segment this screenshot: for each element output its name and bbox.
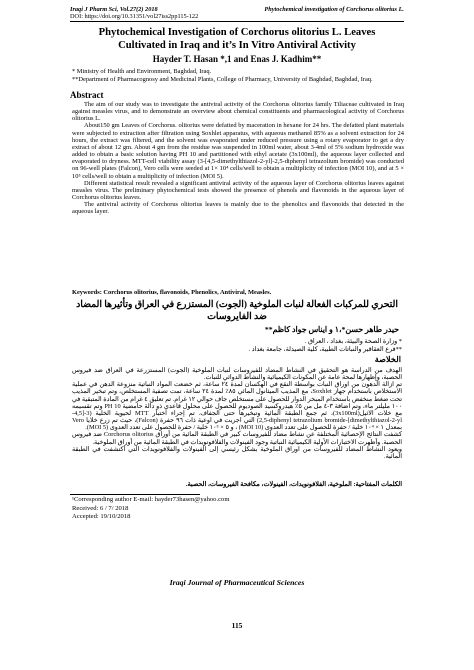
abstract-paragraph: Different statistical result revealed a significant antiviral activity of the aqueous layer of Corchorus olitorius leaves against measles virus. The preliminary phytochemical tests showed the presence of phenols and flavonoids in the aqueous layer of Corchorus olitorius leaves. — [72, 179, 404, 202]
footnotes — [72, 496, 229, 522]
accepted-date: Accepted: 19/10/2018 — [72, 513, 131, 521]
header-rule — [70, 21, 404, 22]
title-line-1: Phytochemical Investigation of Corchorus olitorius L. Leaves — [98, 27, 376, 38]
doi-line — [0, 13, 474, 20]
affiliation-1: * Ministry of Health and Environment, Baghdad, Iraq. — [72, 68, 212, 75]
abstract-paragraph: The antiviral activity of Corchorus olitorius leaves is mainly due to the phenolics and flavonoids that detected in the aqueous layer. — [72, 201, 404, 216]
running-header — [70, 6, 404, 13]
authors: Hayder T. Hasan *,1 and Enas J. Kadhim** — [152, 54, 322, 64]
arabic-affiliation-1: * وزارة الصحة والبيئة، بغداد ، العراق . — [304, 338, 402, 345]
arabic-paragraph: كشفت النتائج الإحصائية المختلفة عن نشاط مضاد للفيروسات كبير في الطبقة المائية من أوراق Corchorus olitorius ضد فيروس الحصبة. وأظهرت الاختبارات الأولية الكيميائية النباتية وجود الفينولات والفلافونويدات في الطبقة المائية من أوراق الملوخية. — [72, 431, 402, 446]
paper-title — [70, 27, 404, 52]
received-date: Received: 6 / 7/ 2018 — [72, 504, 129, 512]
affiliation-2: **Department of Pharmacognosy and Medicinal Plants, College of Pharmacy, University of Baghdad, Baghdad, Iraq. — [72, 76, 373, 83]
arabic-abstract-heading: الخلاصة — [374, 355, 401, 364]
page-number: 115 — [231, 621, 243, 630]
title-line-2: Cultivated in Iraq and it’s In Vitro Antiviral Activity — [118, 39, 356, 51]
journal-footer: Iraqi Journal of Pharmaceutical Sciences — [169, 578, 305, 587]
abstract-paragraph: The aim of our study was to investigate the antiviral activity of the Corchorus olitorius family Tiliaceae cultivated in Iraq against measles virus, and to demonstrate an overview about chemical constituents and pharmacological activity of Corchorus olitorius L. — [72, 101, 404, 123]
arabic-paragraph: ويعود النشاط المضاد للفيروسات من اوراق الملوخية بشكل رئيسي إلى الفينولات والفلافونويدات التي اكتشفت في الطبقة المائية. — [72, 445, 402, 460]
keywords-english: Keywords: Corchorus olitorius, flavonoids, Phenolics, Antiviral, Measles. — [72, 289, 272, 296]
arabic-authors: حيدر طاهر حسن*،١ و ايناس جواد كاظم** — [264, 325, 399, 334]
corresponding-author: ¹Corresponding author E-mail: hayder73hasen@yahoo.com — [72, 496, 230, 503]
footnote-rule — [70, 494, 200, 495]
arabic-abstract-body — [72, 367, 402, 460]
arabic-paragraph: الهدف من الدراسة هو التحقيق في النشاط المضاد للفيروسات لنبات الملوخية (الجوت) المستزرعة في العراق ضد فيروس الحصبة، وإظهارها لمحة عامة عن المكونات الكيميائية والنشاط الدوائي للنبات. — [72, 367, 402, 382]
arabic-affiliation-2: **فرع العقاقير والنباتات الطبية، كلية الصيدلة، جامعة بغداد . — [248, 346, 402, 353]
abstract-paragraph: About150 gm Leaves of Corchorus. olitorius were defatted by maceration in hexane for 24 hrs. The defatted plant materials were subjected to extraction after filtration using Soxhlet apparatus, with aqueous methanol 85% as a solvent extraction for 24 hours, the extract was filtered, and the solvent was evaporated under reduced pressure using a rotary evaporator to get a dry extract of about 12 gm. About 4 gm from the residue was suspended in 100ml water, about 3-4ml of 5% sodium hydroxide was added to obtain a basic solution having PH 10 and partitioned with ethyl acetate (3x100ml), the aqueous layer collected and evaporated to dryness. MTT-cell viability assay (3-[4,5-dimethylthiazol-2-yl]-2,5-diphenyl tetrazolium bromide) was conducted on 96-well plates (Falcon), Vero cells were seeded at 1× 10⁴ cells/well to obtain a multiplicity of infection (MOI 10), and at 5 × 10⁵ cells/well to obtain a multiplicity of infection (MOI 5). — [72, 122, 404, 180]
abstract-heading: Abstract — [70, 90, 104, 100]
arabic-keywords: الكلمات المفتاحية: الملوخية، الفلافونويدات، الفينولات، مكافحة الفيروسات، الحصبة. — [185, 481, 402, 488]
running-title: Phytochemical investigation of Corchorus olitorius L. — [264, 6, 404, 13]
arabic-paragraph: تم ازالة الدهون من اوراق النبات بواسطة النقع في الهكسان لمدة ٢٤ ساعة، ثم خضعت المواد النباتية منزوعة الدهن في عملية الاستخلاص باستخدام جهاز Soxhlet، مع المذيب الميثانول المائي ٨٥٪ لمدة ٢٤ ساعة، تمت تصفية المستخلص، وتم تبخير المذيب تحت ضغط منخفض باستخدام المبخر الدوار للحصول على مستخلص جاف حوالي ١٢ غرام. تم تعليق ٤ غرام من المادة المتبقية في ١٠٠ مليلتر ماء، وتم اضافة ٣-٤ مل من ٥٪ هيدروكسيد الصوديوم للحصول على محلول قاعدي ذو دالة حامضية PH 10 وتم تقسيمه مع خلات الاثيل(3x100ml)، ثم جمع الطبقة المائية وتبخيرها حتى الجفاف. تم إجراء اختبار MTT لحيوية الخلية (3-[4,5-dimethylthiazol-2-yl]-2,5-diphenyl tetrazolium bromide) التي اجريت في اوعية ذات ٩٦ حفرة (Falcon)، حيث تم زرع خلايا Vero بمعدل ١ × ١٠⁴ خلية / حفرة للحصول على تعدد العدوى (MOI 10) ، و ٥ × ١٠⁵ خلية / حفرة للحصول على تعدد العدوى (MOI 5). — [72, 381, 403, 432]
journal-issue: Iraqi J Pharm Sci, Vol.27(2) 2018 — [70, 6, 158, 13]
arabic-title: التحري للمركبات الفعالة لنبات الملوخية (الجوت) المستزرع في العراق وتأثيرها المضاد ضد الفايروسات — [76, 300, 398, 322]
abstract-body — [72, 101, 404, 216]
doi-link[interactable]: DOI: https://doi.org/10.31351/vol27iss2pp115-122 — [70, 13, 199, 20]
